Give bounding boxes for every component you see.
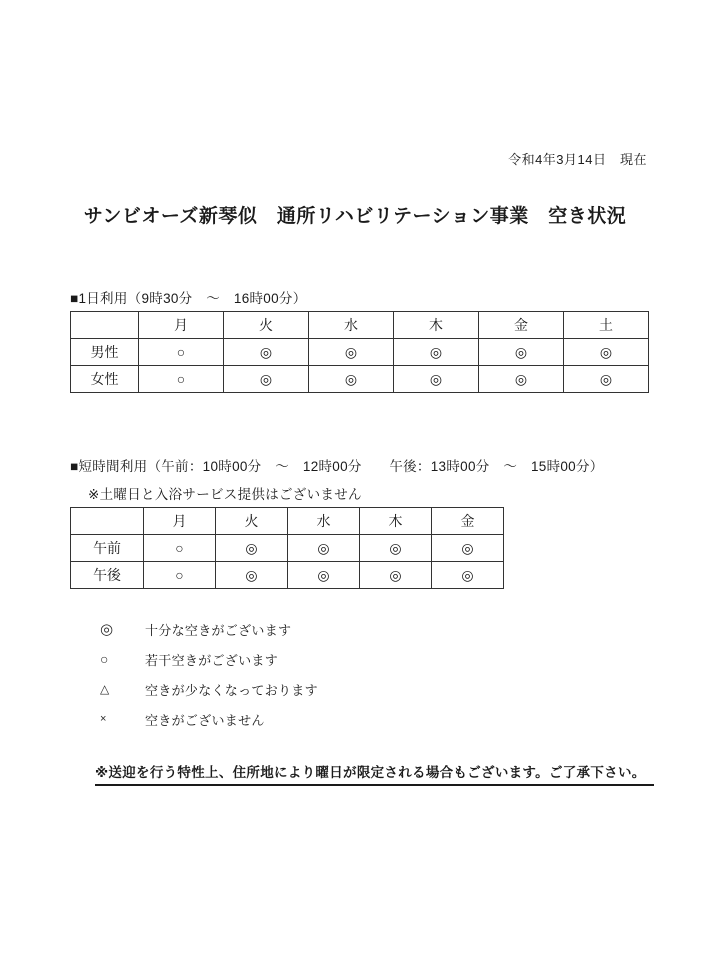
row-label-cell: 午後 bbox=[71, 562, 144, 589]
table-header-cell: 月 bbox=[139, 312, 224, 339]
legend-label: 十分な空きがございます bbox=[145, 622, 292, 638]
availability-cell: ◎ bbox=[394, 366, 479, 393]
availability-cell: ○ bbox=[139, 339, 224, 366]
availability-cell: ◎ bbox=[479, 339, 564, 366]
row-label-cell: 男性 bbox=[71, 339, 139, 366]
triangle-icon: △ bbox=[100, 682, 110, 696]
saturday-note: ※土曜日と入浴サービス提供はございません bbox=[88, 487, 362, 502]
table-header-cell: 火 bbox=[224, 312, 309, 339]
full-day-section-heading: ■1日利用（9時30分 ～ 16時00分） bbox=[70, 291, 307, 306]
short-time-section-heading: ■短時間利用（午前：10時00分 ～ 12時00分 午後：13時00分 ～ 15時00分） bbox=[70, 459, 604, 474]
row-label-cell: 女性 bbox=[71, 366, 139, 393]
availability-cell: ◎ bbox=[216, 562, 288, 589]
table-header-cell: 水 bbox=[288, 508, 360, 535]
legend-item bbox=[100, 704, 318, 734]
availability-cell: ◎ bbox=[432, 535, 504, 562]
availability-cell: ○ bbox=[144, 535, 216, 562]
table-header-cell: 金 bbox=[432, 508, 504, 535]
legend-label: 空きがございません bbox=[145, 712, 265, 728]
availability-cell: ◎ bbox=[224, 366, 309, 393]
legend-label: 空きが少なくなっております bbox=[145, 682, 318, 698]
availability-cell: ◎ bbox=[432, 562, 504, 589]
availability-cell: ○ bbox=[144, 562, 216, 589]
row-label-cell: 午前 bbox=[71, 535, 144, 562]
cross-icon: × bbox=[100, 713, 107, 725]
page-title: サンビオーズ新琴似 通所リハビリテーション事業 空き状況 bbox=[83, 206, 627, 227]
footer-note: ※送迎を行う特性上、住所地により曜日が限定される場合もございます。ご了承下さい。 bbox=[95, 761, 654, 786]
availability-cell: ◎ bbox=[309, 366, 394, 393]
availability-cell: ◎ bbox=[394, 339, 479, 366]
table-header-cell: 月 bbox=[144, 508, 216, 535]
availability-cell: ◎ bbox=[216, 535, 288, 562]
table-header-cell: 木 bbox=[394, 312, 479, 339]
table-header-cell: 金 bbox=[479, 312, 564, 339]
table-header-cell: 木 bbox=[360, 508, 432, 535]
availability-cell: ◎ bbox=[288, 562, 360, 589]
availability-cell: ◎ bbox=[564, 339, 649, 366]
availability-cell: ◎ bbox=[479, 366, 564, 393]
legend-item bbox=[100, 614, 318, 644]
legend bbox=[100, 614, 318, 734]
table-header-row bbox=[71, 508, 504, 535]
double-circle-icon: ◎ bbox=[100, 621, 114, 638]
availability-cell: ◎ bbox=[288, 535, 360, 562]
table-header-cell: 土 bbox=[564, 312, 649, 339]
legend-item bbox=[100, 644, 318, 674]
availability-cell: ◎ bbox=[224, 339, 309, 366]
table-row bbox=[71, 535, 504, 562]
availability-cell: ◎ bbox=[564, 366, 649, 393]
availability-cell: ◎ bbox=[360, 562, 432, 589]
date-line: 令和4年3月14日 現在 bbox=[508, 152, 647, 167]
full-day-table bbox=[70, 311, 649, 393]
circle-icon: ○ bbox=[100, 651, 109, 667]
table-row bbox=[71, 339, 649, 366]
table-row bbox=[71, 366, 649, 393]
table-header-cell: 水 bbox=[309, 312, 394, 339]
legend-label: 若干空きがございます bbox=[145, 652, 279, 668]
availability-cell: ◎ bbox=[360, 535, 432, 562]
table-header-cell bbox=[71, 508, 144, 535]
availability-cell: ○ bbox=[139, 366, 224, 393]
table-header-cell bbox=[71, 312, 139, 339]
table-header-row bbox=[71, 312, 649, 339]
table-header-cell: 火 bbox=[216, 508, 288, 535]
short-time-table bbox=[70, 507, 504, 589]
table-row bbox=[71, 562, 504, 589]
availability-cell: ◎ bbox=[309, 339, 394, 366]
legend-item bbox=[100, 674, 318, 704]
